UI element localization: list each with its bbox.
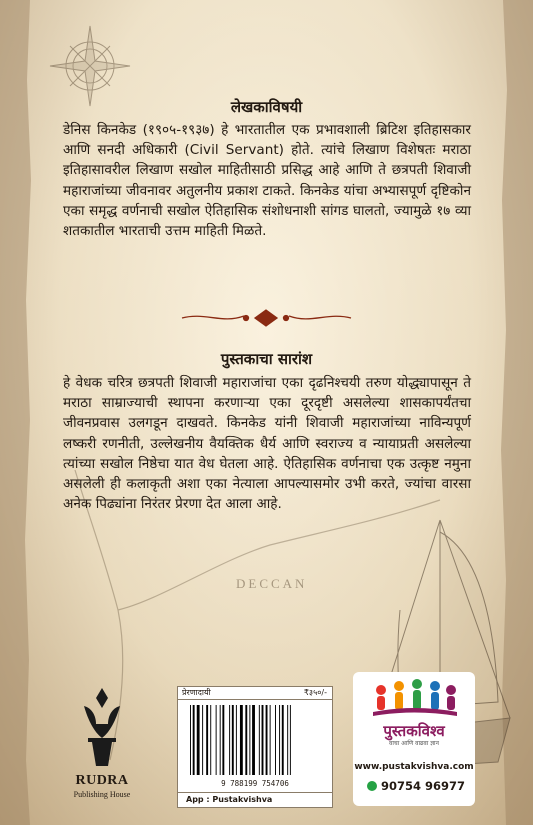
pustakvishva-name: पुस्तकविश्व <box>383 722 445 740</box>
about-author-paragraph: डेनिस किनकेड (१९०५-१९३७) हे भारतातील एक प्रभावशाली ब्रिटिश इतिहासकार आणि सनदी अधिकारी (Civil Servant) होते. त्यांचे लिखाण विशेषतः मराठा इतिहासावरील लिखाण सखोल माहितीसाठी प्रसिद्ध आहे आणि ते छत्रपती शिवाजी महाराजांच्या जीवनावर अतुलनीय प्रकाश टाकते. किनकेड यांचा अभ्यासपूर्ण दृष्टिकोन एका समृद्ध वर्णनाची सखोल ऐतिहासिक संशोधनाशी सांगड घालतो, ज्यामुळे १७ व्या शतकातील भारताची उत्तम माहिती मिळते. <box>63 122 471 240</box>
pustakvishva-tagline: वाचा आणि वाढवा ज्ञान <box>389 740 439 747</box>
barcode-top-row <box>178 687 332 700</box>
pustakvishva-card <box>353 672 475 806</box>
pustakvishva-phone <box>367 779 465 793</box>
whatsapp-icon <box>367 781 377 791</box>
summary-paragraph: हे वेधक चरित्र छत्रपती शिवाजी महाराजांचा एका दृढनिश्चयी तरुण योद्ध्यापासून ते मराठा साम्राज्याची स्थापना करणाऱ्या एका दूरदृष्टी असलेल्या शासकापर्यंतचा जीवनप्रवास उलगडून दाखवते. किनकेड यांनी शिवाजी महाराजांच्या नाविन्यपूर्ण लष्करी रणनीती, उल्लेखनीय वैयक्तिक धैर्य आणि स्वराज्य व न्यायाप्रती असलेल्या त्यांच्या सखोल निष्ठेचा यात वेध घेतला आहे. ऐतिहासिक वर्णनाचा एक उत्कृष्ट नमुना असलेली ही कलाकृती अशा एका नेत्याला आपल्यासमोर उभी करते, ज्यांचा वारसा अनेक पिढ्यांना निरंतर प्रेरणा देत आला आहे. <box>63 375 471 513</box>
map-label-deccan: DECCAN <box>236 576 308 591</box>
phone-number: 90754 96977 <box>381 779 466 793</box>
publisher-name: RUDRA <box>75 773 129 788</box>
category-label: प्रेरणादायी <box>182 688 211 697</box>
rudra-logo-icon <box>62 686 142 774</box>
ornamental-divider <box>182 310 351 326</box>
barcode-box <box>177 686 333 808</box>
summary-heading: पुस्तकाचा सारांश <box>220 350 313 368</box>
barcode-bars <box>188 705 322 777</box>
about-author-heading: लेखकाविषयी <box>230 98 303 116</box>
compass-rose-icon <box>50 26 130 106</box>
app-label: App : Pustakvishva <box>178 792 332 807</box>
publisher-subtitle: Publishing House <box>73 790 131 799</box>
paper-edge-right <box>501 0 533 825</box>
paper-edge-left <box>0 0 31 825</box>
isbn-digits: 9 788199 754706 <box>221 779 289 788</box>
readers-icon <box>353 676 475 722</box>
price-label: ₹३५०/- <box>303 688 327 697</box>
pustakvishva-website[interactable]: www.pustakvishva.com <box>354 762 474 772</box>
